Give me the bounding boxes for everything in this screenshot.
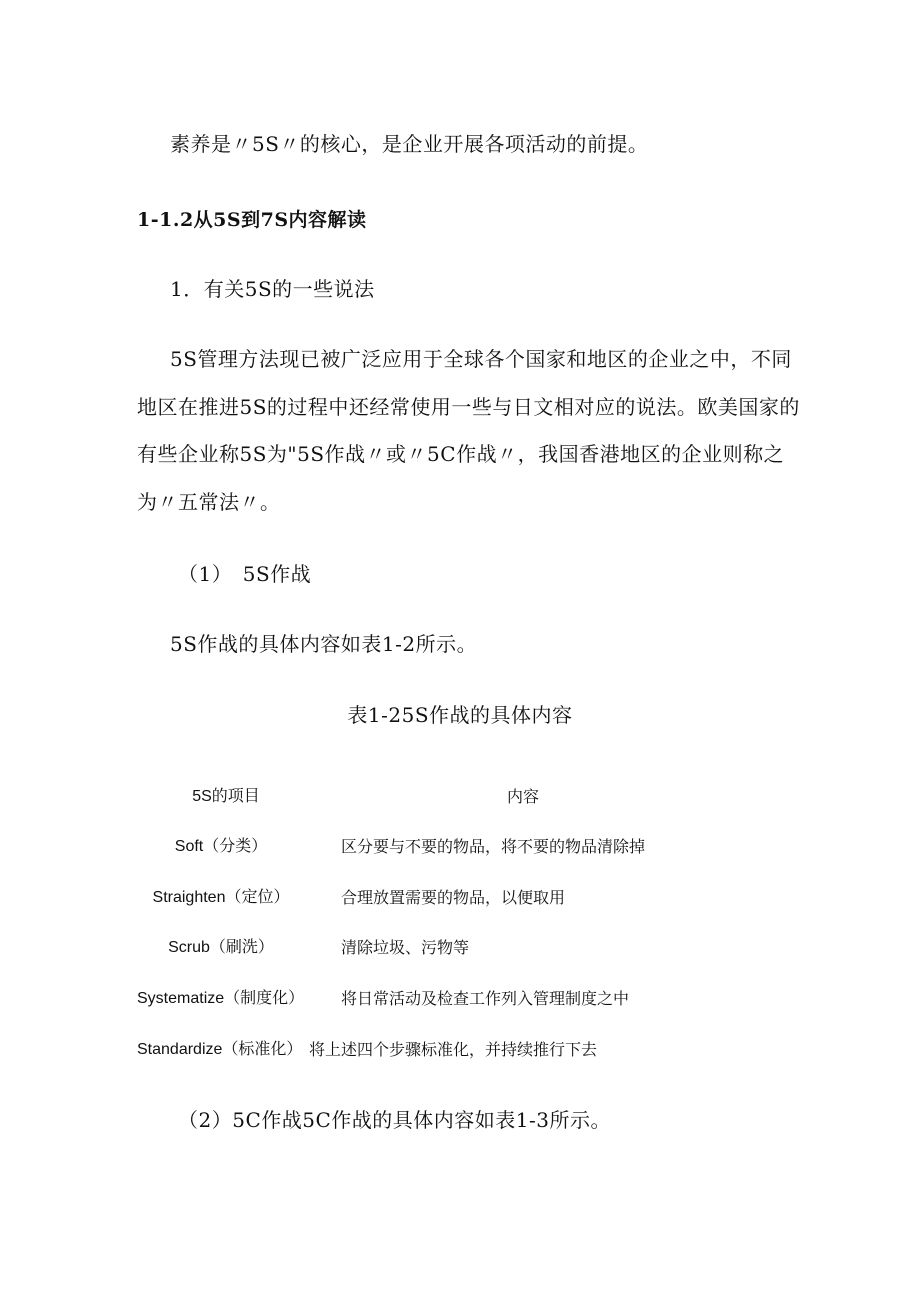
table-cell-item: Straighten（定位） (152, 889, 290, 906)
intro-paragraph: 素养是〃5S〃的核心，是企业开展各项活动的前提。 (170, 132, 649, 156)
table-cell-item: Systematize（制度化） (137, 990, 305, 1007)
table-caption: 表1-25S作战的具体内容 (347, 703, 573, 727)
body-paragraph-line: 为〃五常法〃。 (137, 490, 281, 514)
table-header-content: 内容 (506, 787, 540, 806)
table-cell-content: 将上述四个步骤标准化，并持续推行下去 (309, 1040, 598, 1059)
body-paragraph-line: 地区在推进5S的过程中还经常使用一些与日文相对应的说法。欧美国家的 (137, 395, 800, 419)
table-cell-item: Standardize（标准化） (137, 1041, 303, 1058)
item1-description: 5S作战的具体内容如表1-2所示。 (170, 632, 478, 656)
table-cell-content: 区分要与不要的物品，将不要的物品清除掉 (341, 837, 646, 856)
table-header-item: 5S的项目 (192, 788, 260, 805)
table-cell-item: Scrub（刷洗） (168, 939, 274, 956)
subsection-title: 1．有关5S的一些说法 (170, 277, 375, 301)
body-paragraph-line: 有些企业称5S为"5S作战〃或〃5C作战〃，我国香港地区的企业则称之 (137, 442, 785, 466)
table-cell-content: 合理放置需要的物品，以便取用 (341, 888, 566, 907)
item1-title: （1） 5S作战 (178, 562, 312, 586)
section-heading: 1-1.2从5S到7S内容解读 (137, 209, 367, 231)
table-cell-content: 将日常活动及检查工作列入管理制度之中 (341, 989, 630, 1008)
table-cell-item: Soft（分类） (174, 838, 268, 855)
table-cell-content: 清除垃圾、污物等 (341, 938, 470, 957)
body-paragraph-line: 5S管理方法现已被广泛应用于全球各个国家和地区的企业之中，不同 (170, 347, 792, 371)
item2-paragraph: （2）5C作战5C作战的具体内容如表1-3所示。 (178, 1108, 611, 1132)
